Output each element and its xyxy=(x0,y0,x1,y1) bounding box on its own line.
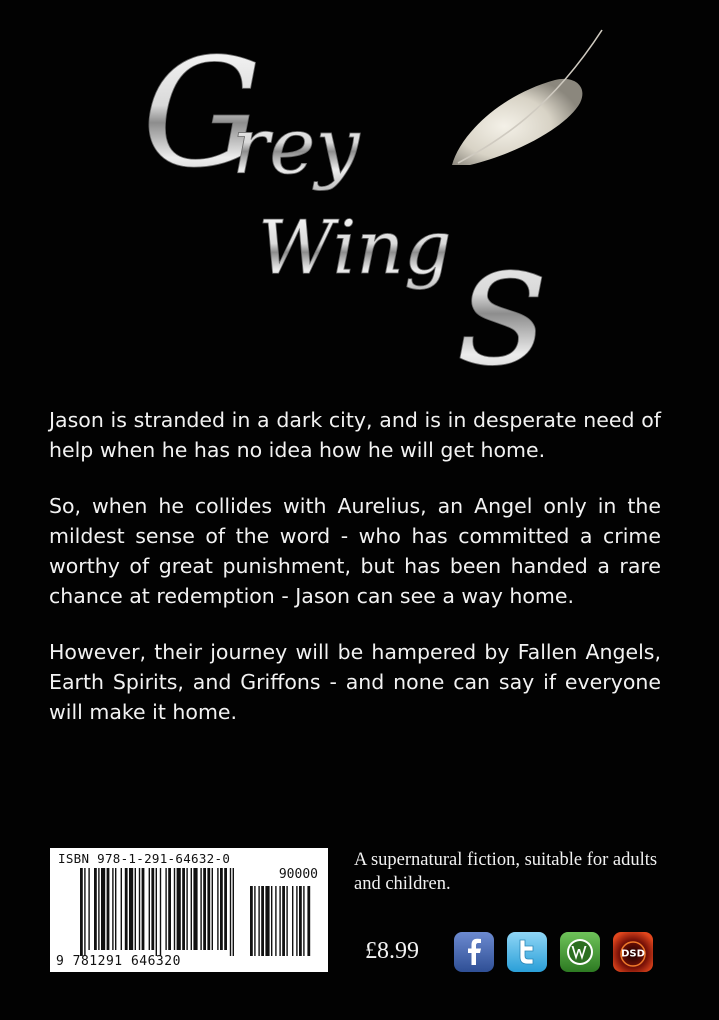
barcode-bar xyxy=(186,868,187,950)
barcode-bar xyxy=(282,886,285,956)
barcode-bar xyxy=(271,886,272,956)
twitter-icon[interactable] xyxy=(506,931,548,973)
barcode-bar xyxy=(151,868,154,950)
barcode-bar xyxy=(142,868,145,950)
barcode-bar xyxy=(129,868,133,950)
dsd-logo-text: DSD xyxy=(621,948,645,960)
facebook-icon[interactable] xyxy=(453,931,495,973)
barcode-bar xyxy=(230,868,231,956)
barcode-bar xyxy=(80,868,83,956)
barcode-bar xyxy=(101,868,105,950)
barcode-bar xyxy=(307,886,310,956)
barcode-bar xyxy=(292,886,293,956)
ean-digits: 9 781291 646320 xyxy=(56,954,181,969)
barcode-bar xyxy=(121,868,122,950)
wordpress-icon[interactable] xyxy=(559,931,601,973)
blurb-paragraph: However, their journey will be hampered by Fallen Angels, Earth Spirits, and Griffons - and none can say if everyone will make it home. xyxy=(49,640,661,724)
barcode-bar xyxy=(286,886,287,956)
barcode-bar xyxy=(125,868,128,950)
barcode-bar xyxy=(254,886,255,956)
barcode-bar xyxy=(212,868,213,950)
barcode-bar xyxy=(191,868,192,950)
barcode-bar xyxy=(168,868,171,950)
barcode-bar xyxy=(94,868,97,950)
blurb xyxy=(49,405,661,753)
barcode-bar xyxy=(261,886,264,956)
barcode-bar xyxy=(135,868,136,950)
barcode-bar xyxy=(217,868,218,950)
barcode-bar xyxy=(174,868,175,950)
barcode-bar xyxy=(84,868,85,956)
barcode-bar xyxy=(258,886,259,956)
barcode-bar xyxy=(200,868,201,950)
barcode-bar xyxy=(112,868,113,950)
barcode-bar xyxy=(160,868,161,956)
barcode-bar xyxy=(182,868,185,950)
barcode-bar xyxy=(165,868,166,950)
barcode-bar xyxy=(107,868,110,950)
barcode-bar xyxy=(156,868,157,956)
barcode-bar xyxy=(250,886,253,956)
barcode-bar xyxy=(265,886,269,956)
blurb-paragraph: Jason is stranded in a dark city, and is in desperate need of help when he has no idea how he will get home. xyxy=(49,408,661,462)
barcode-bar xyxy=(203,868,206,950)
barcode-bar xyxy=(299,886,302,956)
barcode-bar xyxy=(279,886,280,956)
blurb-paragraph: So, when he collides with Aurelius, an Angel only in the mildest sense of the word - who has committed a crime worthy of great punishment, but has been handed a rare chance at redemption - Jason can see a way home. xyxy=(49,494,661,608)
barcode-bar xyxy=(220,868,223,950)
barcode-bar xyxy=(224,868,227,950)
title-rest-wing: Wing xyxy=(258,205,452,291)
barcode-bar xyxy=(139,868,140,950)
feather-image xyxy=(440,25,610,175)
barcode-bar xyxy=(296,886,297,956)
barcode-bar xyxy=(88,868,89,950)
tagline: A supernatural fiction, suitable for adults and children. xyxy=(354,850,658,894)
barcode-bar xyxy=(149,868,150,950)
isbn-number: ISBN 978-1-291-64632-0 xyxy=(58,851,231,866)
barcode-bar xyxy=(115,868,116,950)
barcode-bar xyxy=(177,868,181,950)
isbn-barcode xyxy=(50,848,328,972)
title-final-s: s xyxy=(458,202,548,380)
title-line-grey xyxy=(142,27,360,201)
barcode-bar xyxy=(233,868,234,956)
title-line-wings xyxy=(258,202,548,380)
barcode-bar xyxy=(275,886,276,956)
title-initial-g: G xyxy=(142,27,262,201)
barcode-bar xyxy=(98,868,99,950)
barcode-bar xyxy=(193,868,197,950)
price: £8.99 xyxy=(365,938,419,964)
title-rest-rey: rey xyxy=(232,102,360,192)
barcode-bar xyxy=(303,886,304,956)
dsd-logo[interactable] xyxy=(612,931,654,973)
barcode-price-code: 90000 xyxy=(278,867,318,882)
barcode-bar xyxy=(207,868,210,950)
